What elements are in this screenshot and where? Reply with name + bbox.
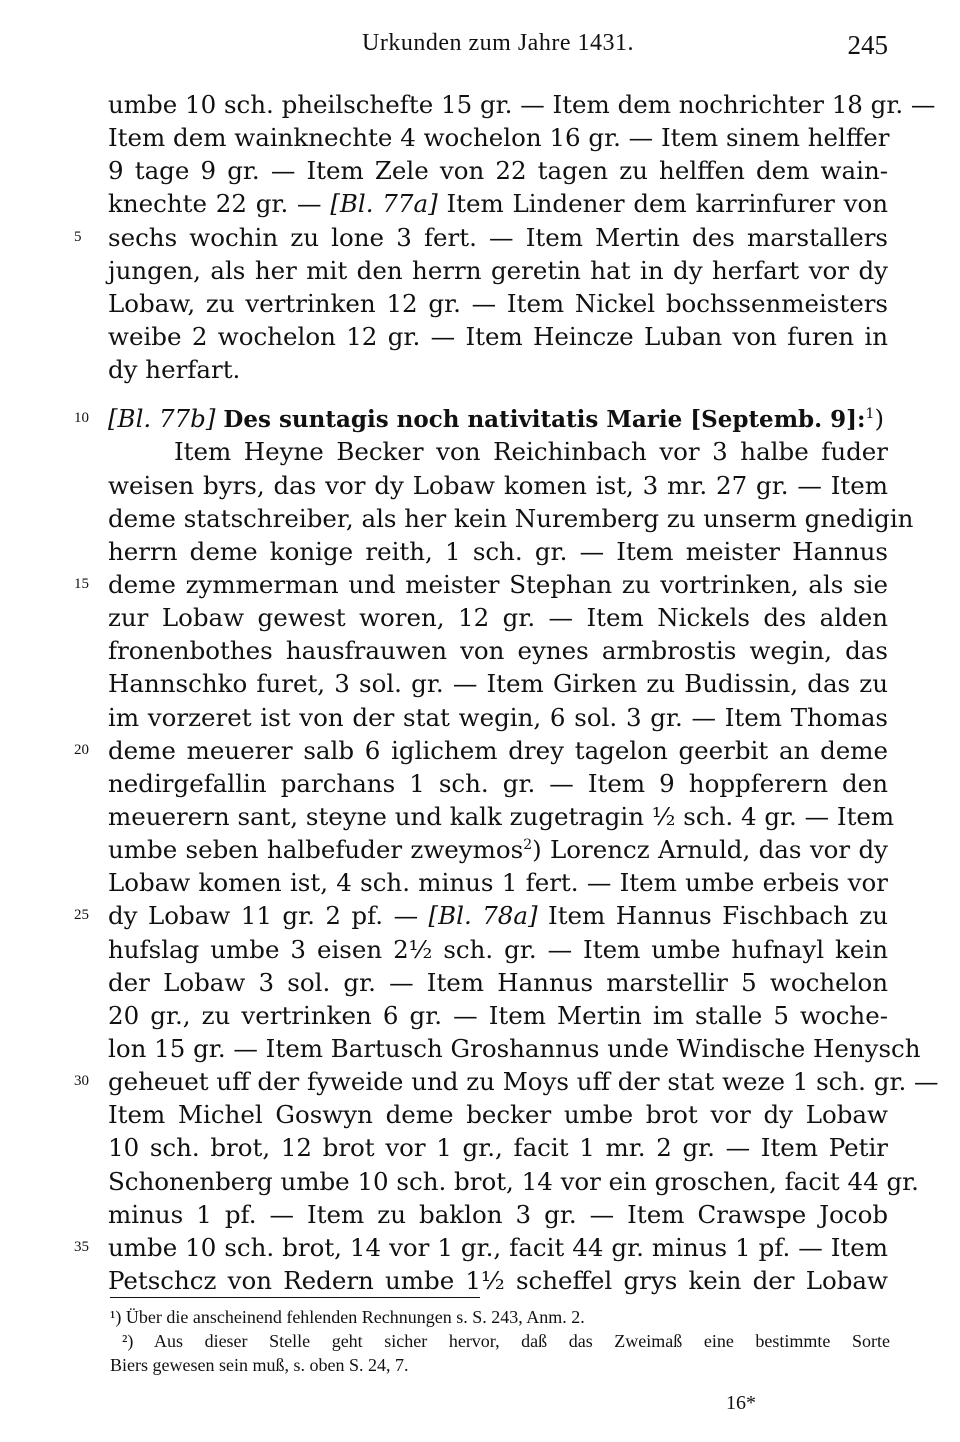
line-number: 10 — [74, 410, 89, 427]
text-line — [108, 187, 888, 220]
text-line — [108, 966, 888, 999]
text-line — [108, 287, 888, 320]
line-text: deme zymmerman und meister Stephan zu vortrinken, als sie — [108, 569, 888, 599]
line-text: im vorzeret ist von der stat wegin, 6 sol. 3 gr. — Item Thomas — [108, 702, 888, 732]
line-text: sechs wochin zu lone 3 fert. — Item Mertin des marstallers — [108, 222, 888, 252]
text-line — [108, 999, 888, 1032]
text-line — [108, 634, 888, 667]
line-text: dy Lobaw 11 gr. 2 pf. — — [108, 901, 429, 931]
line-text: dy herfart. — [108, 355, 241, 385]
text-line — [108, 154, 888, 187]
text-line — [74, 1231, 888, 1264]
line-text: Item Hannus Fischbach zu — [537, 901, 888, 931]
line-number: 20 — [74, 741, 89, 758]
text-line — [108, 435, 888, 468]
text-line — [108, 933, 888, 966]
line-text: lon 15 gr. — Item Bartusch Groshannus unde Windische Henysch — [108, 1033, 921, 1063]
body-text — [74, 88, 939, 1297]
line-text: Lobaw, zu vertrinken 12 gr. — Item Nickel bochssenmeisters — [108, 288, 888, 318]
line-text: Schonenberg umbe 10 sch. brot, 14 vor ein groschen, facit 44 gr. — [108, 1166, 919, 1196]
text-line — [108, 535, 888, 568]
footnote-2: ²) Aus dieser Stelle geht sicher hervor, daß das Zweimaß eine bestimmte Sorte — [122, 1331, 890, 1351]
footnote-1: ¹) Über die anscheinend fehlenden Rechnungen s. S. 243, Anm. 2. — [110, 1307, 585, 1327]
line-text: nedirgefallin parchans 1 sch. gr. — Item 9 hoppferern den — [108, 768, 888, 798]
text-line — [108, 1131, 888, 1164]
line-text: meuerern sant, steyne und kalk zugetragin ½ sch. 4 gr. — Item — [108, 801, 895, 831]
text-line — [108, 800, 895, 833]
text-line — [108, 1264, 888, 1297]
text-line — [108, 1165, 919, 1198]
footnote-marker: 1 — [865, 406, 875, 423]
folio-reference: [Bl. 77a] — [330, 189, 438, 219]
footnote-rule — [110, 1297, 480, 1298]
line-text: 9 tage 9 gr. — Item Zele von 22 tagen zu helffen dem wain- — [108, 156, 888, 186]
line-number: 5 — [74, 228, 82, 245]
line-text: Petschcz von Redern umbe 1½ scheffel grys kein der Lobaw — [108, 1265, 888, 1295]
line-number: 30 — [74, 1073, 89, 1090]
text-line — [74, 402, 888, 435]
line-text: weibe 2 wochelon 12 gr. — Item Heincze Luban von furen in — [108, 321, 888, 351]
text-line — [108, 767, 888, 800]
line-text: 20 gr., zu vertrinken 6 gr. — Item Mertin im stalle 5 woche- — [108, 1000, 888, 1030]
folio-reference: [Bl. 77b] — [108, 404, 216, 434]
text-line — [108, 667, 888, 700]
folio-reference: [Bl. 78a] — [428, 901, 538, 931]
text-line — [108, 833, 888, 866]
running-head: Urkunden zum Jahre 1431. — [362, 30, 634, 56]
line-text: Item Heyne Becker von Reichinbach vor 3 halbe fuder — [174, 437, 888, 467]
line-number: 35 — [74, 1238, 89, 1255]
line-text: jungen, als her mit den herrn geretin hat in dy herfart vor dy — [108, 255, 888, 285]
text-line — [74, 899, 888, 932]
line-text: deme meuerer salb 6 iglichem drey tagelon geerbit an deme — [108, 735, 888, 765]
line-text: minus 1 pf. — Item zu baklon 3 gr. — Item Crawspe Jocob — [108, 1199, 888, 1229]
line-text: ) — [874, 404, 884, 434]
text-line — [108, 88, 936, 121]
text-line — [108, 601, 888, 634]
text-line — [108, 1198, 888, 1231]
line-text: geheuet uff der fyweide und zu Moys uff der stat weze 1 sch. gr. — — [108, 1067, 939, 1097]
text-line — [74, 734, 888, 767]
text-line — [108, 254, 888, 287]
line-number: 15 — [74, 575, 89, 592]
text-line — [74, 221, 888, 254]
line-text: weisen byrs, das vor dy Lobaw komen ist, 3 mr. 27 gr. — Item — [108, 470, 888, 500]
signature-mark: 16* — [726, 1392, 756, 1414]
line-text: deme statschreiber, als her kein Nuremberg zu unserm gnedigin — [108, 503, 914, 533]
line-text: umbe 10 sch. pheilschefte 15 gr. — Item dem nochrichter 18 gr. — — [108, 90, 936, 119]
text-line — [108, 121, 888, 154]
text-line — [74, 568, 888, 601]
text-line — [108, 1032, 921, 1065]
text-line — [108, 353, 888, 386]
text-line — [108, 1098, 888, 1131]
text-line — [108, 502, 914, 535]
text-line — [108, 701, 888, 734]
line-text: Lobaw komen ist, 4 sch. minus 1 fert. — Item umbe erbeis vor — [108, 868, 888, 898]
line-text: umbe seben halbefuder zweymos — [108, 835, 524, 865]
line-text: Hannschko furet, 3 sol. gr. — Item Girken zu Budissin, das zu — [108, 669, 888, 699]
line-text: 10 sch. brot, 12 brot vor 1 gr., facit 1 mr. 2 gr. — Item Petir — [108, 1133, 888, 1163]
page-number: 245 — [847, 30, 888, 60]
text-line — [108, 866, 888, 899]
line-text: Item Michel Goswyn deme becker umbe brot vor dy Lobaw — [108, 1100, 888, 1130]
line-text: Item Lindener dem karrinfurer von — [437, 189, 888, 219]
line-text: ) Lorencz Arnuld, das vor dy — [532, 835, 888, 865]
text-line — [108, 320, 888, 353]
footnote-2-continuation: Biers gewesen sein muß, s. oben S. 24, 7. — [110, 1355, 409, 1375]
footnote-marker: 2 — [523, 836, 533, 853]
line-text: Item dem wainknechte 4 wochelon 16 gr. — Item sinem helffer — [108, 123, 890, 153]
line-text: der Lobaw 3 sol. gr. — Item Hannus marstellir 5 wochelon — [108, 967, 888, 997]
line-text: herrn deme konige reith, 1 sch. gr. — Item meister Hannus — [108, 536, 888, 566]
line-text: umbe 10 sch. brot, 14 vor 1 gr., facit 44 gr. minus 1 pf. — Item — [108, 1232, 888, 1262]
line-text: hufslag umbe 3 eisen 2½ sch. gr. — Item umbe hufnayl kein — [108, 934, 888, 964]
footnotes — [110, 1305, 890, 1377]
line-text: fronenbothes hausfrauwen von eynes armbrostis wegin, das — [108, 636, 888, 666]
line-text: knechte 22 gr. — — [108, 189, 331, 219]
line-number: 25 — [74, 907, 89, 924]
text-line — [108, 469, 888, 502]
page-header — [108, 30, 888, 70]
line-text: zur Lobaw gewest woren, 12 gr. — Item Nickels des alden — [108, 603, 888, 633]
section-heading: Des suntagis noch nativitatis Marie [Septemb. 9]: — [215, 406, 866, 434]
text-line — [74, 1065, 939, 1098]
